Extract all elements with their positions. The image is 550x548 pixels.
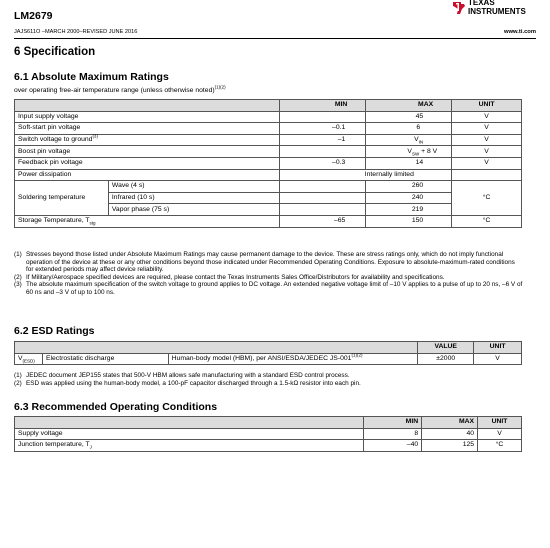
param-cell: Supply voltage: [15, 428, 364, 440]
max-cell: 240: [366, 192, 452, 204]
condition-cell: Infrared (10 s): [108, 192, 280, 204]
param-cell: Junction temperature, $T_J$: [15, 440, 364, 452]
max-cell: 40: [422, 428, 478, 440]
param-cell: Power dissipation: [15, 169, 280, 181]
part-number: LM2679: [14, 10, 53, 22]
document-number: JAJS611O –MARCH 2000–REVISED JUNE 2016: [14, 29, 138, 35]
esd-footnotes: [14, 372, 524, 387]
param-cell: Electrostatic discharge: [42, 353, 168, 365]
param-header: [15, 342, 418, 354]
unit-header: UNIT: [452, 100, 522, 112]
min-cell: –65: [280, 215, 366, 227]
condition-cell: Vapor phase (75 s): [108, 204, 280, 216]
page-header: [14, 0, 536, 42]
abs-max-table: [14, 99, 522, 228]
unit-cell: [452, 169, 522, 181]
max-header: MAX: [422, 417, 478, 429]
symbol-cell: $V_{(ESD)}$: [15, 353, 43, 365]
min-cell: –0.1: [280, 123, 366, 135]
unit-header: UNIT: [474, 342, 522, 354]
ti-logo-text: [468, 0, 526, 16]
min-cell: [280, 192, 366, 204]
logo-line-2: INSTRUMENTS: [468, 6, 526, 16]
roc-title: 6.3 Recommended Operating Conditions: [14, 401, 218, 413]
table-row: [15, 353, 522, 365]
table-row: [15, 440, 522, 452]
table-row: [15, 123, 522, 135]
footnote: (1) JEDEC document JEP155 states that 500-V HBM allows safe manufacturing with a standard ESD control process.: [14, 372, 350, 379]
max-cell: 219: [366, 204, 452, 216]
condition-cell: Human-body model (HBM), per ANSI/ESDA/JEDEC $JS-001^{(1)(2)}$: [168, 353, 418, 365]
section-title: 6 Specification: [14, 46, 96, 58]
max-cell: $V_{IN}$: [366, 134, 452, 146]
unit-header: UNIT: [478, 417, 522, 429]
unit-cell: V: [452, 157, 522, 169]
max-cell: 14: [366, 157, 452, 169]
abs-max-footnotes: [14, 251, 524, 297]
unit-cell: V: [452, 134, 522, 146]
condition-cell: Wave (4 s): [108, 181, 280, 193]
footnote: (1) Stresses beyond those listed under Absolute Maximum Ratings may cause permanent damage to the device. These are stress ratings only, which do not imply functional operation of the device at these or any other conditions beyond those indicated under Recommended Operating Conditions. Exposure to absolute-maximum-rated conditions for extended periods may affect device reliability.: [14, 251, 515, 274]
max-cell: 125: [422, 440, 478, 452]
value-cell: ±2000: [418, 353, 474, 365]
max-header: MAX: [366, 100, 452, 112]
max-cell: 45: [366, 111, 452, 123]
table-header-row: [15, 417, 522, 429]
footnote: (3) The absolute maximum specification of the switch voltage to ground applies to DC voltage. An extended negative voltage limit of –10 V applies to a pulse of up to 20 ns, –6 V of 60 ns and –3 V of up to 100 ns.: [14, 281, 523, 296]
table-row: [15, 111, 522, 123]
table-row: [15, 428, 522, 440]
min-cell: [280, 204, 366, 216]
unit-cell: °C: [478, 440, 522, 452]
unit-cell: V: [452, 111, 522, 123]
footnote: (2) ESD was applied using the human-body model, a 100-pF capacitor discharged through a 1.5-kΩ resistor into each pin.: [14, 379, 361, 387]
min-cell: –40: [364, 440, 422, 452]
min-header: MIN: [364, 417, 422, 429]
unit-cell: V: [452, 123, 522, 135]
param-cell: Feedback pin voltage: [15, 157, 280, 169]
param-cell: Switch voltage to ground$^{(3)}$: [15, 134, 280, 146]
unit-cell: V: [474, 353, 522, 365]
max-cell: 6: [366, 123, 452, 135]
min-cell: 8: [364, 428, 422, 440]
min-cell: [280, 146, 366, 158]
table-row: [15, 169, 522, 181]
min-cell: –1: [280, 134, 366, 146]
param-cell: Soldering temperature: [15, 181, 109, 216]
ti-logo: [452, 0, 536, 16]
param-cell: Storage Temperature, $T_{stg}$: [15, 215, 280, 227]
min-cell: –0.3: [280, 157, 366, 169]
ti-logo-icon: [452, 0, 466, 15]
max-cell: 150: [366, 215, 452, 227]
unit-cell: V: [452, 146, 522, 158]
param-header: [15, 417, 364, 429]
unit-cell: °C: [452, 215, 522, 227]
table-row: [15, 146, 522, 158]
value-header: VALUE: [418, 342, 474, 354]
table-header-row: [15, 100, 522, 112]
table-row: [15, 181, 522, 193]
param-cell: Boost pin voltage: [15, 146, 280, 158]
param-cell: Input supply voltage: [15, 111, 280, 123]
param-header: [15, 100, 280, 112]
min-cell: [280, 111, 366, 123]
unit-cell: °C: [452, 181, 522, 216]
website-link[interactable]: www.ti.com: [504, 29, 536, 35]
max-cell: $V_{SW} + 8$ V: [366, 146, 452, 158]
max-cell: 260: [366, 181, 452, 193]
roc-table: [14, 416, 522, 452]
unit-cell: V: [478, 428, 522, 440]
esd-title: 6.2 ESD Ratings: [14, 325, 95, 337]
table-header-row: [15, 342, 522, 354]
footnote: (2) If Military/Aerospace specified devices are required, please contact the Texas Instruments Sales Office/Distributors for availability and specifications.: [14, 273, 445, 281]
abs-max-subtitle: over operating free-air temperature range (unless otherwise noted)$^{(1)(2)}$: [14, 84, 226, 94]
esd-table: [14, 341, 522, 365]
min-cell: [280, 181, 366, 193]
abs-max-title: 6.1 Absolute Maximum Ratings: [14, 71, 169, 83]
logo-line-1: TEXAS: [468, 0, 495, 7]
table-row: [15, 215, 522, 227]
param-cell: Soft-start pin voltage: [15, 123, 280, 135]
span-cell: Internally limited: [280, 169, 452, 181]
table-row: [15, 134, 522, 146]
table-row: [15, 157, 522, 169]
min-header: MIN: [280, 100, 366, 112]
header-rule: [14, 38, 536, 39]
